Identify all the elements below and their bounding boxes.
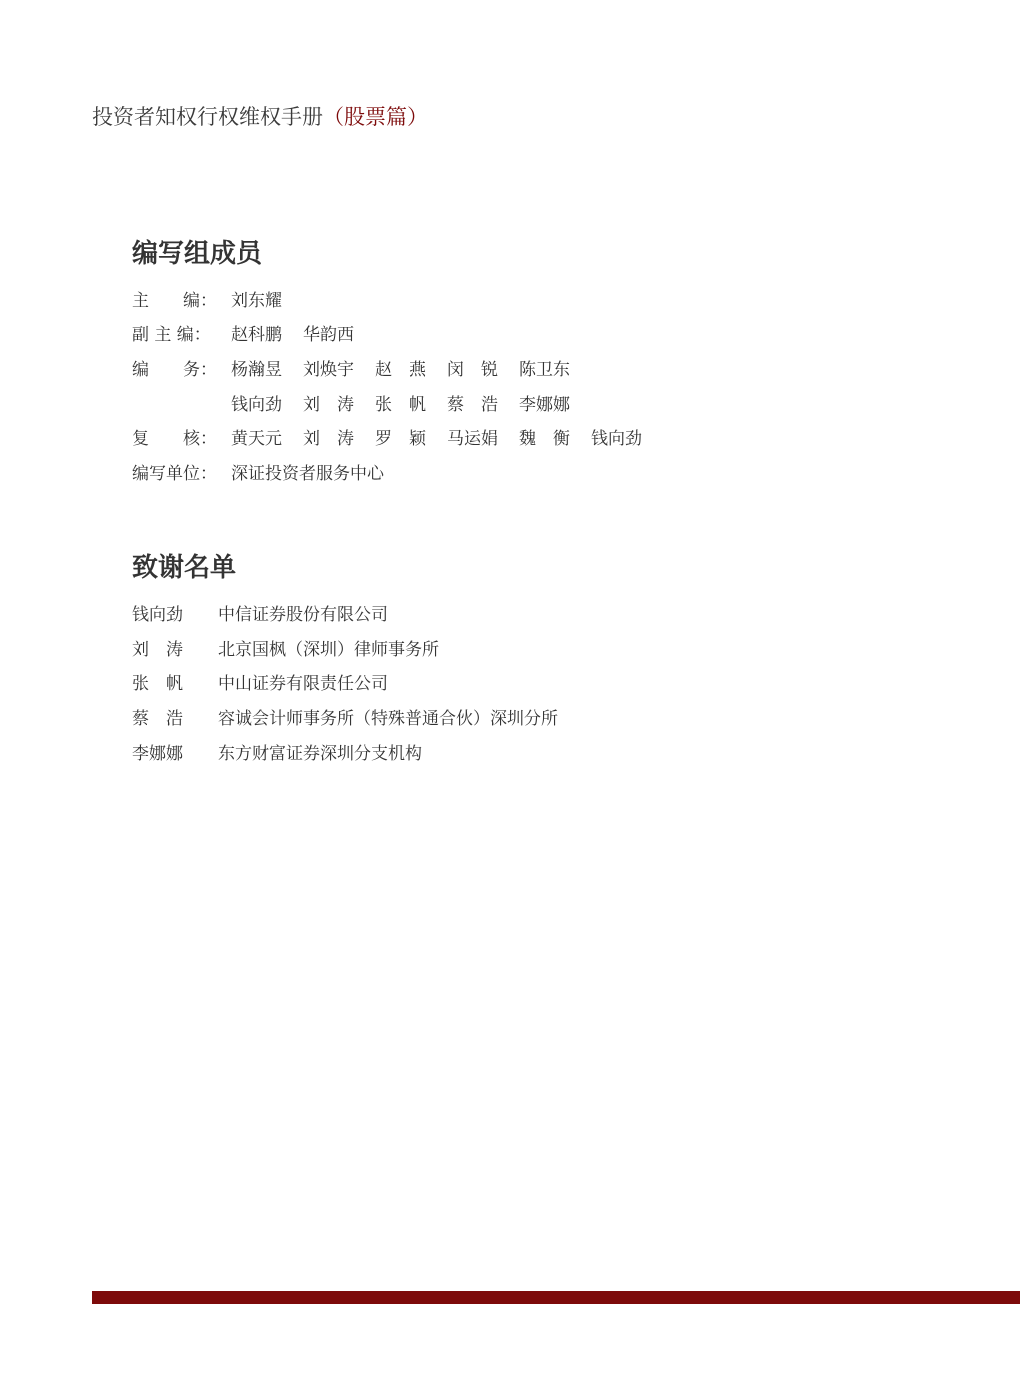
editorial-role: 编 务： bbox=[132, 360, 217, 380]
editorial-names bbox=[231, 392, 591, 418]
thanks-heading: 致谢名单 bbox=[132, 553, 237, 583]
editorial-names bbox=[231, 357, 591, 383]
thanks-org: 中信证券股份有限公司 bbox=[218, 605, 388, 625]
footer-accent-bar bbox=[92, 1291, 1020, 1304]
editorial-name: 魏 衡 bbox=[519, 429, 570, 449]
thanks-person: 李娜娜 bbox=[132, 744, 183, 764]
editorial-name: 钱向劲 bbox=[591, 429, 642, 449]
editorial-role: 副 主 编： bbox=[132, 325, 211, 345]
editorial-names bbox=[231, 461, 405, 487]
editorial-name: 张 帆 bbox=[375, 395, 426, 415]
editorial-role: 复 核： bbox=[132, 429, 217, 449]
editorial-name: 杨瀚昱 bbox=[231, 360, 282, 380]
editorial-name: 闵 锐 bbox=[447, 360, 498, 380]
editorial-name: 钱向劲 bbox=[231, 395, 282, 415]
thanks-org: 容诚会计师事务所（特殊普通合伙）深圳分所 bbox=[218, 709, 558, 729]
thanks-org: 北京国枫（深圳）律师事务所 bbox=[218, 640, 439, 660]
editorial-name: 深证投资者服务中心 bbox=[231, 464, 384, 484]
editorial-name: 刘 涛 bbox=[303, 429, 354, 449]
book-title-main: 投资者知权行权维权手册 bbox=[92, 105, 323, 129]
editorial-names bbox=[231, 426, 663, 452]
thanks-person: 张 帆 bbox=[132, 674, 183, 694]
editorial-name: 刘焕宇 bbox=[303, 360, 354, 380]
editorial-names bbox=[231, 322, 375, 348]
editorial-name: 华韵西 bbox=[303, 325, 354, 345]
editorial-name: 蔡 浩 bbox=[447, 395, 498, 415]
editorial-role: 编写单位： bbox=[132, 464, 217, 484]
editorial-names bbox=[231, 288, 303, 314]
editorial-heading: 编写组成员 bbox=[132, 239, 263, 269]
book-title bbox=[92, 102, 428, 132]
editorial-role: 主 编： bbox=[132, 291, 217, 311]
editorial-name: 刘 涛 bbox=[303, 395, 354, 415]
editorial-name: 李娜娜 bbox=[519, 395, 570, 415]
editorial-name: 黄天元 bbox=[231, 429, 282, 449]
thanks-org: 中山证券有限责任公司 bbox=[218, 674, 388, 694]
thanks-person: 蔡 浩 bbox=[132, 709, 183, 729]
book-title-subtitle: （股票篇） bbox=[323, 105, 428, 129]
thanks-org: 东方财富证券深圳分支机构 bbox=[218, 744, 422, 764]
editorial-name: 刘东耀 bbox=[231, 291, 282, 311]
editorial-name: 马运娟 bbox=[447, 429, 498, 449]
thanks-person: 钱向劲 bbox=[132, 605, 183, 625]
editorial-name: 赵 燕 bbox=[375, 360, 426, 380]
editorial-name: 罗 颖 bbox=[375, 429, 426, 449]
thanks-person: 刘 涛 bbox=[132, 640, 183, 660]
editorial-name: 赵科鹏 bbox=[231, 325, 282, 345]
editorial-name: 陈卫东 bbox=[519, 360, 570, 380]
